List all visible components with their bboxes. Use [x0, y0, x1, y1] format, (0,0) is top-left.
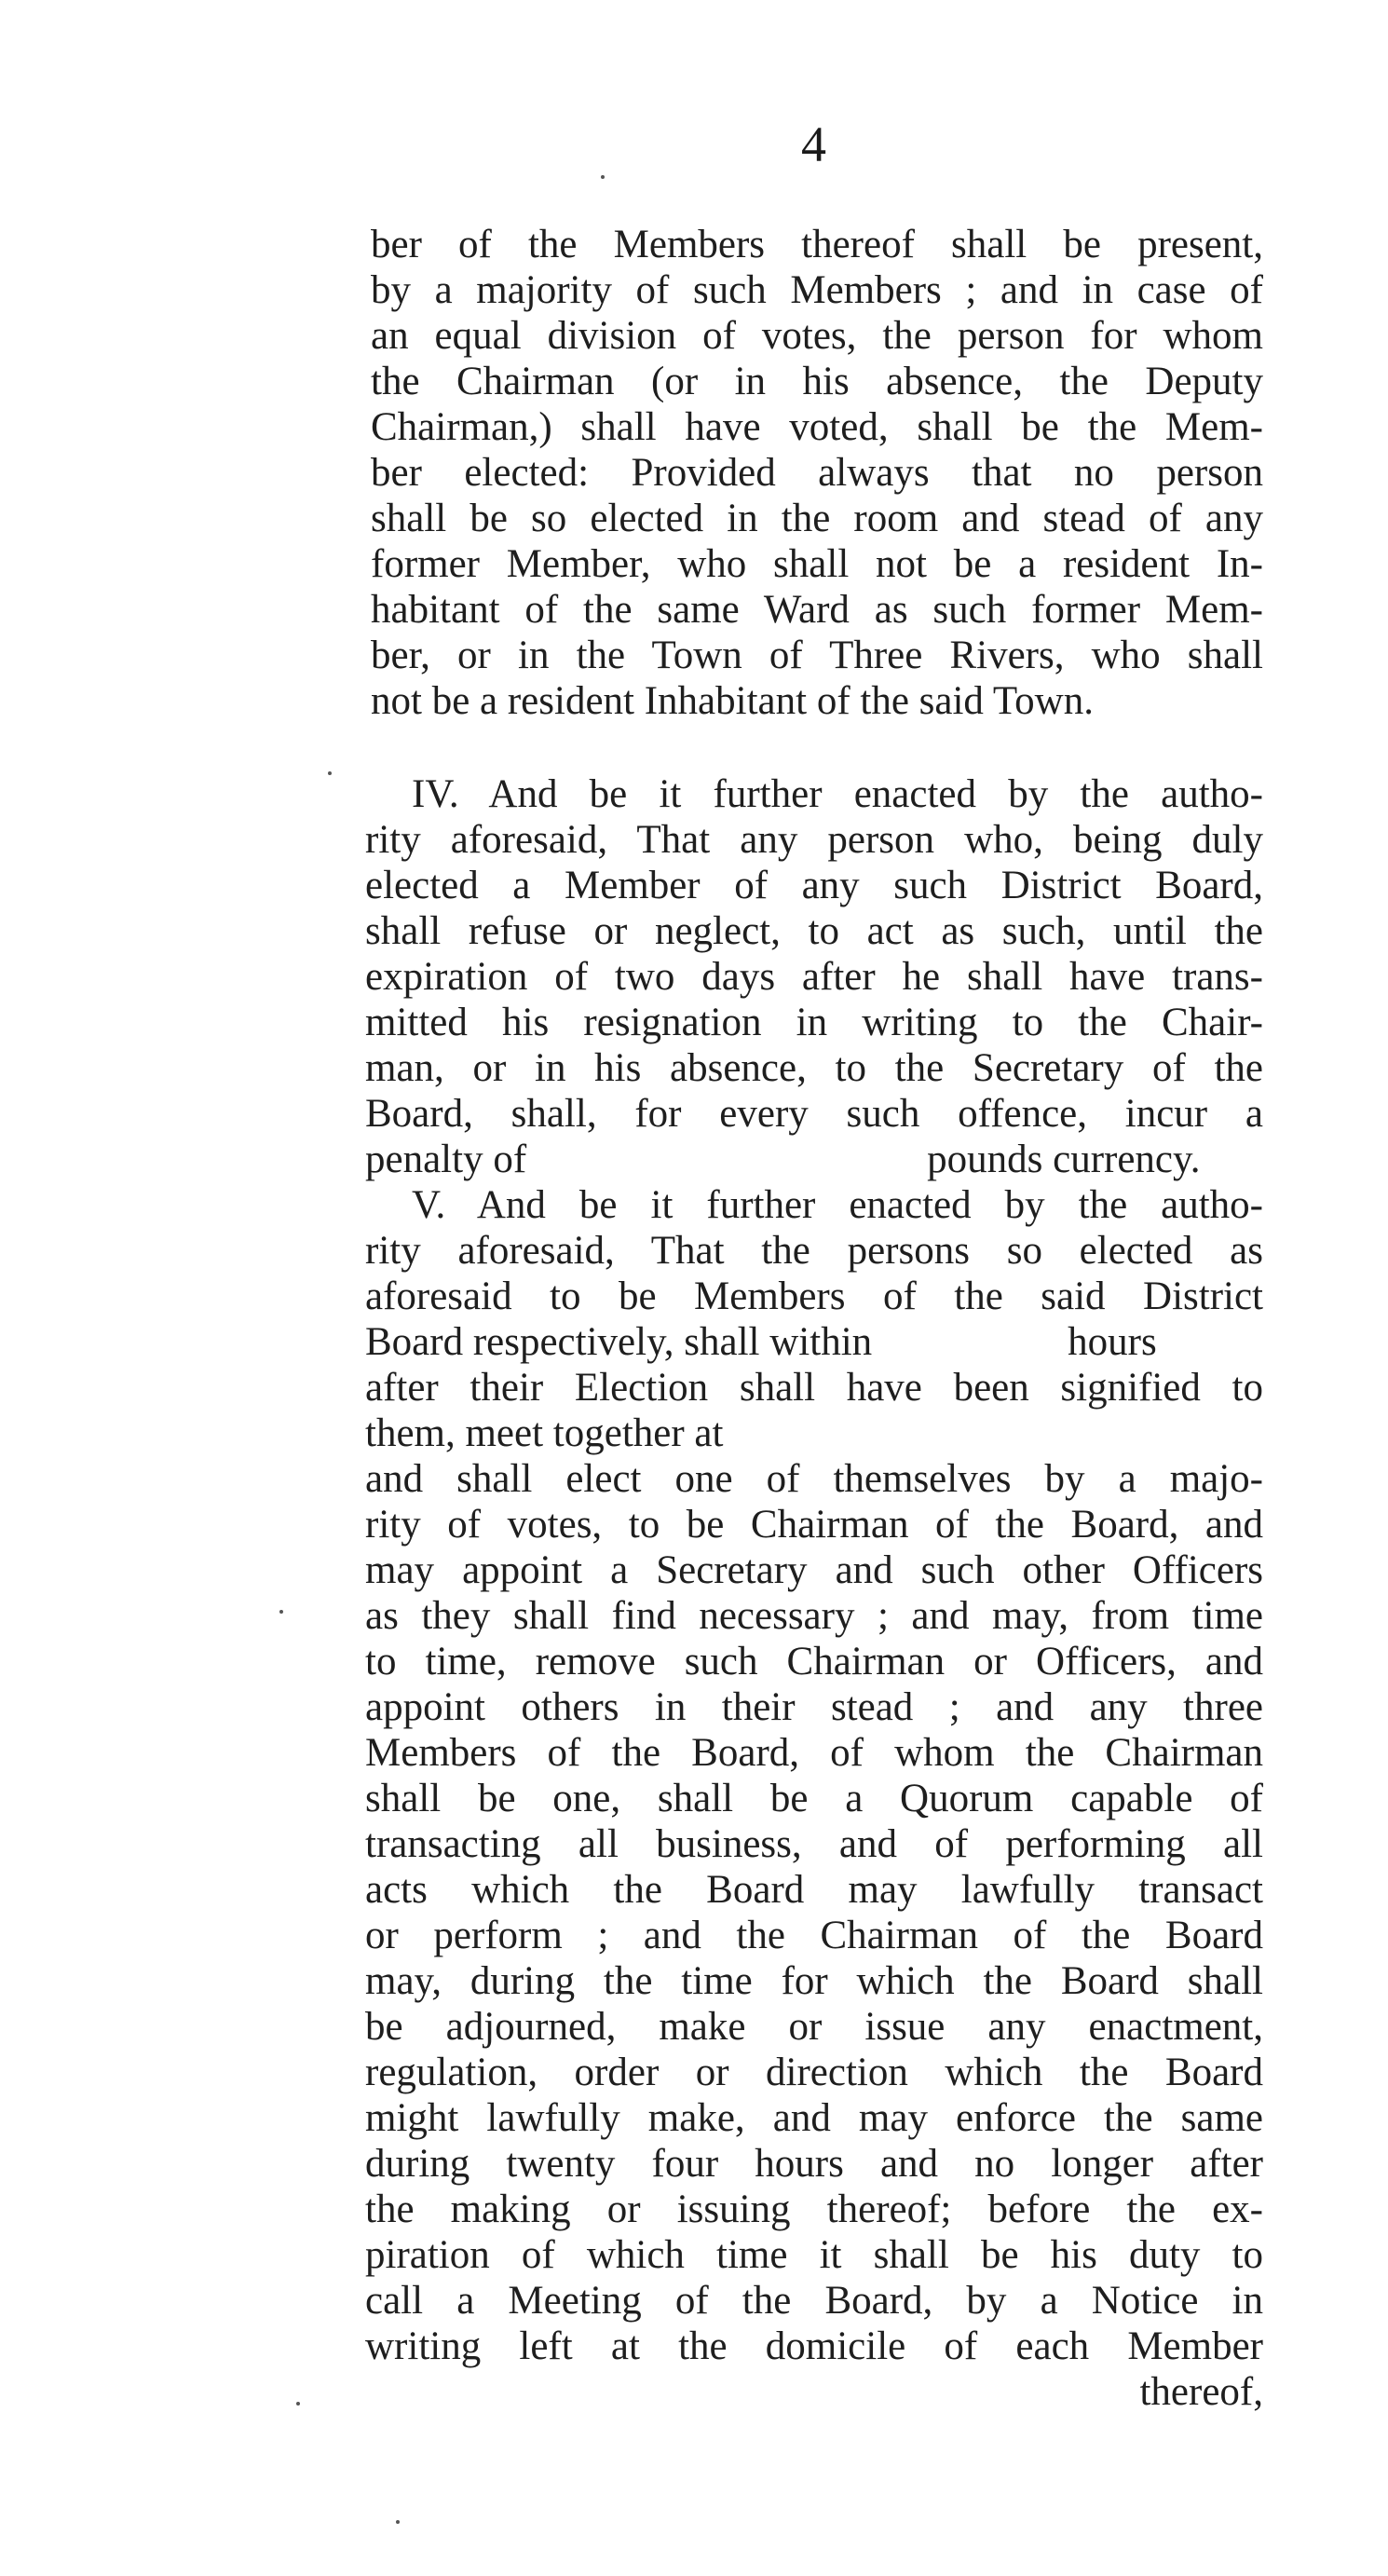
board-within-line	[365, 1319, 1263, 1365]
text-line: during twenty four hours and no longer after	[365, 2142, 1263, 2186]
text-line: an equal division of votes, the person for whom	[371, 314, 1263, 358]
text-line: aforesaid to be Members of the said District	[365, 1274, 1263, 1318]
text-line: IV. And be it further enacted by the autho-	[412, 772, 1263, 816]
text-line: mitted his resignation in writing to the Chair-	[365, 1001, 1263, 1044]
section-v-body	[365, 1456, 1263, 2369]
print-speck	[601, 175, 605, 179]
board-within-left: Board respectively, shall within	[365, 1320, 873, 1364]
catchword: thereof,	[1139, 2370, 1263, 2414]
text-line: transacting all business, and of performing all	[365, 1822, 1263, 1866]
text-line: to time, remove such Chairman or Officers, and	[365, 1640, 1263, 1683]
text-line: may appoint a Secretary and such other Officers	[365, 1548, 1263, 1592]
text-line: Members of the Board, of whom the Chairman	[365, 1731, 1263, 1775]
text-line: appoint others in their stead ; and any three	[365, 1685, 1263, 1729]
text-line: and shall elect one of themselves by a majo-	[365, 1457, 1263, 1501]
text-line: the Chairman (or in his absence, the Deputy	[371, 360, 1263, 403]
text-line: shall be so elected in the room and stead of any	[371, 497, 1263, 540]
text-line: shall be one, shall be a Quorum capable of	[365, 1777, 1263, 1820]
text-line: regulation, order or direction which the Board	[365, 2051, 1263, 2094]
text-line: ber, or in the Town of Three Rivers, who shall	[371, 634, 1263, 677]
text-line: shall refuse or neglect, to act as such, until the	[365, 909, 1263, 953]
text-line: former Member, who shall not be a resident In-	[371, 542, 1263, 586]
meet-together-line	[365, 1411, 1263, 1456]
text-line: ber elected: Provided always that no person	[371, 451, 1263, 495]
text-line: may, during the time for which the Board shall	[365, 1959, 1263, 2003]
text-line: rity aforesaid, That any person who, being duly	[365, 818, 1263, 862]
sections-iv-v	[365, 771, 1263, 2415]
text-line: habitant of the same Ward as such former Mem-	[371, 588, 1263, 632]
print-speck	[396, 2520, 400, 2524]
text-line: ber of the Members thereof shall be present,	[371, 223, 1263, 266]
text-line: piration of which time it shall be his duty to	[365, 2233, 1263, 2277]
text-line: elected a Member of any such District Board,	[365, 864, 1263, 907]
text-line: V. And be it further enacted by the autho-	[412, 1183, 1263, 1227]
text-line: writing left at the domicile of each Member	[365, 2324, 1263, 2368]
penalty-right-text: pounds currency.	[927, 1138, 1201, 1181]
section-v-opening	[365, 1182, 1263, 1319]
text-line: by a majority of such Members ; and in case of	[371, 268, 1263, 312]
text-line: rity aforesaid, That the persons so elected as	[365, 1229, 1263, 1273]
text-line: man, or in his absence, to the Secretary of the	[365, 1046, 1263, 1090]
text-line: Board, shall, for every such offence, incur a	[365, 1092, 1263, 1136]
paragraph-continuation	[371, 222, 1263, 724]
after-election-line: after their Election shall have been signified to	[365, 1366, 1263, 1410]
text-line: call a Meeting of the Board, by a Notice in	[365, 2279, 1263, 2323]
penalty-left-text: penalty of	[365, 1138, 527, 1181]
print-speck	[296, 2402, 300, 2406]
text-line: acts which the Board may lawfully transact	[365, 1868, 1263, 1912]
penalty-line	[365, 1137, 1263, 1182]
section-iv	[365, 771, 1263, 1137]
text-line: rity of votes, to be Chairman of the Board, and	[365, 1503, 1263, 1547]
print-speck	[328, 771, 332, 775]
text-line: not be a resident Inhabitant of the said Town.	[371, 679, 1094, 723]
meet-together-text: them, meet together at	[365, 1411, 724, 1455]
text-line: be adjourned, make or issue any enactment,	[365, 2005, 1263, 2049]
page-number: 4	[801, 116, 826, 172]
print-speck	[279, 1610, 283, 1614]
text-line: expiration of two days after he shall have trans-	[365, 955, 1263, 999]
text-line: might lawfully make, and may enforce the same	[365, 2096, 1263, 2140]
text-line: as they shall find necessary ; and may, from time	[365, 1594, 1263, 1638]
text-line: Chairman,) shall have voted, shall be the Mem-	[371, 405, 1263, 449]
board-within-right: hours	[1068, 1320, 1157, 1364]
text-line: the making or issuing thereof; before the ex-	[365, 2188, 1263, 2231]
text-line: or perform ; and the Chairman of the Board	[365, 1914, 1263, 1957]
